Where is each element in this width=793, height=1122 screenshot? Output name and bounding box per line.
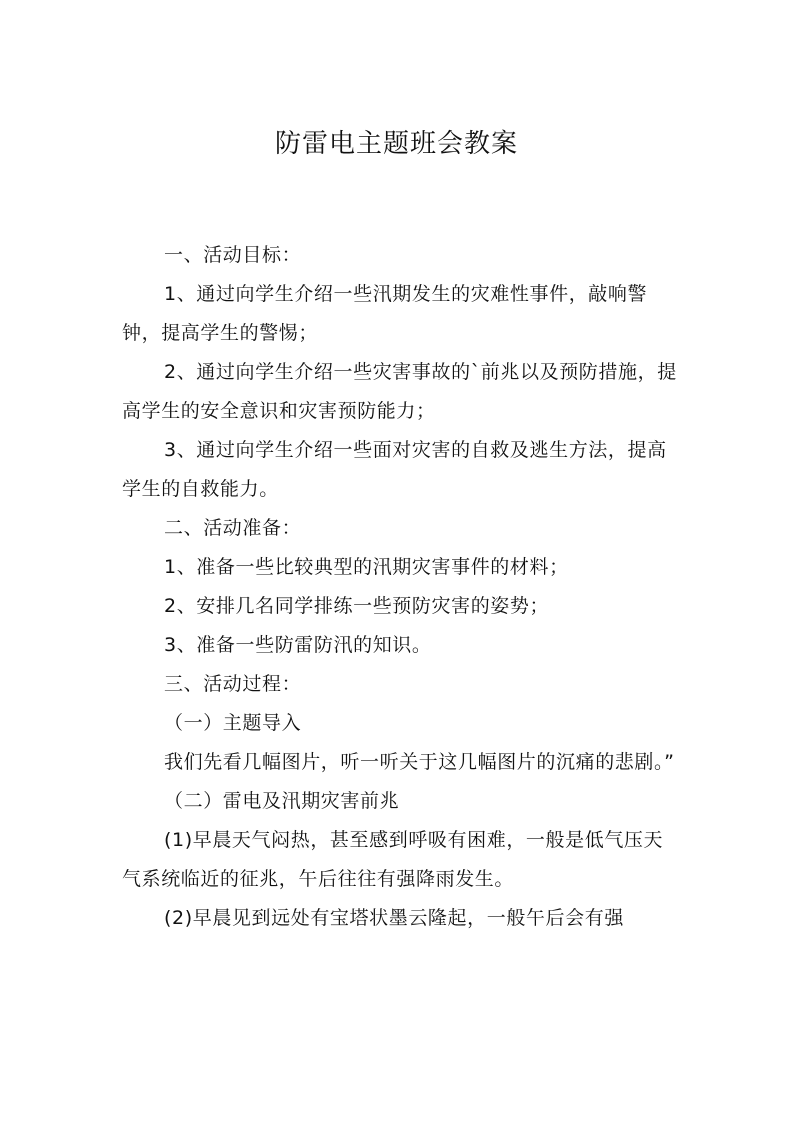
goal-item-2: 2、通过向学生介绍一些灾害事故的`前兆以及预防措施，提高学生的安全意识和灾害预防能力； (122, 361, 677, 422)
document-title: 防雷电主题班会教案 (274, 129, 518, 159)
intro-paragraph: 我们先看几幅图片，听一听关于这几幅图片的沉痛的悲剧。” (164, 751, 675, 773)
subsection-heading-intro: （一）主题导入 (164, 712, 302, 734)
subsection-heading-omens: （二）雷电及汛期灾害前兆 (164, 790, 400, 812)
section-heading-preparation: 二、活动准备： (164, 517, 302, 539)
goal-item-3: 3、通过向学生介绍一些面对灾害的自救及逃生方法，提高学生的自救能力。 (122, 439, 667, 500)
preparation-item-1: 1、准备一些比较典型的汛期灾害事件的材料； (164, 556, 569, 578)
section-heading-goals: 一、活动目标： (164, 244, 302, 266)
section-heading-process: 三、活动过程： (164, 673, 302, 695)
goal-item-1: 1、通过向学生介绍一些汛期发生的灾难性事件，敲响警钟，提高学生的警惕； (122, 283, 648, 344)
preparation-item-3: 3、准备一些防雷防汛的知识。 (164, 634, 432, 656)
document-body (122, 236, 682, 938)
preparation-item-2: 2、安排几名同学排练一些预防灾害的姿势； (164, 595, 550, 617)
omen-item-2: (2)早晨见到远处有宝塔状墨云隆起，一般午后会有强 (164, 907, 624, 929)
omen-item-1: (1)早晨天气闷热，甚至感到呼吸有困难，一般是低气压天气系统临近的征兆，午后往往有强降雨发生。 (122, 829, 664, 890)
